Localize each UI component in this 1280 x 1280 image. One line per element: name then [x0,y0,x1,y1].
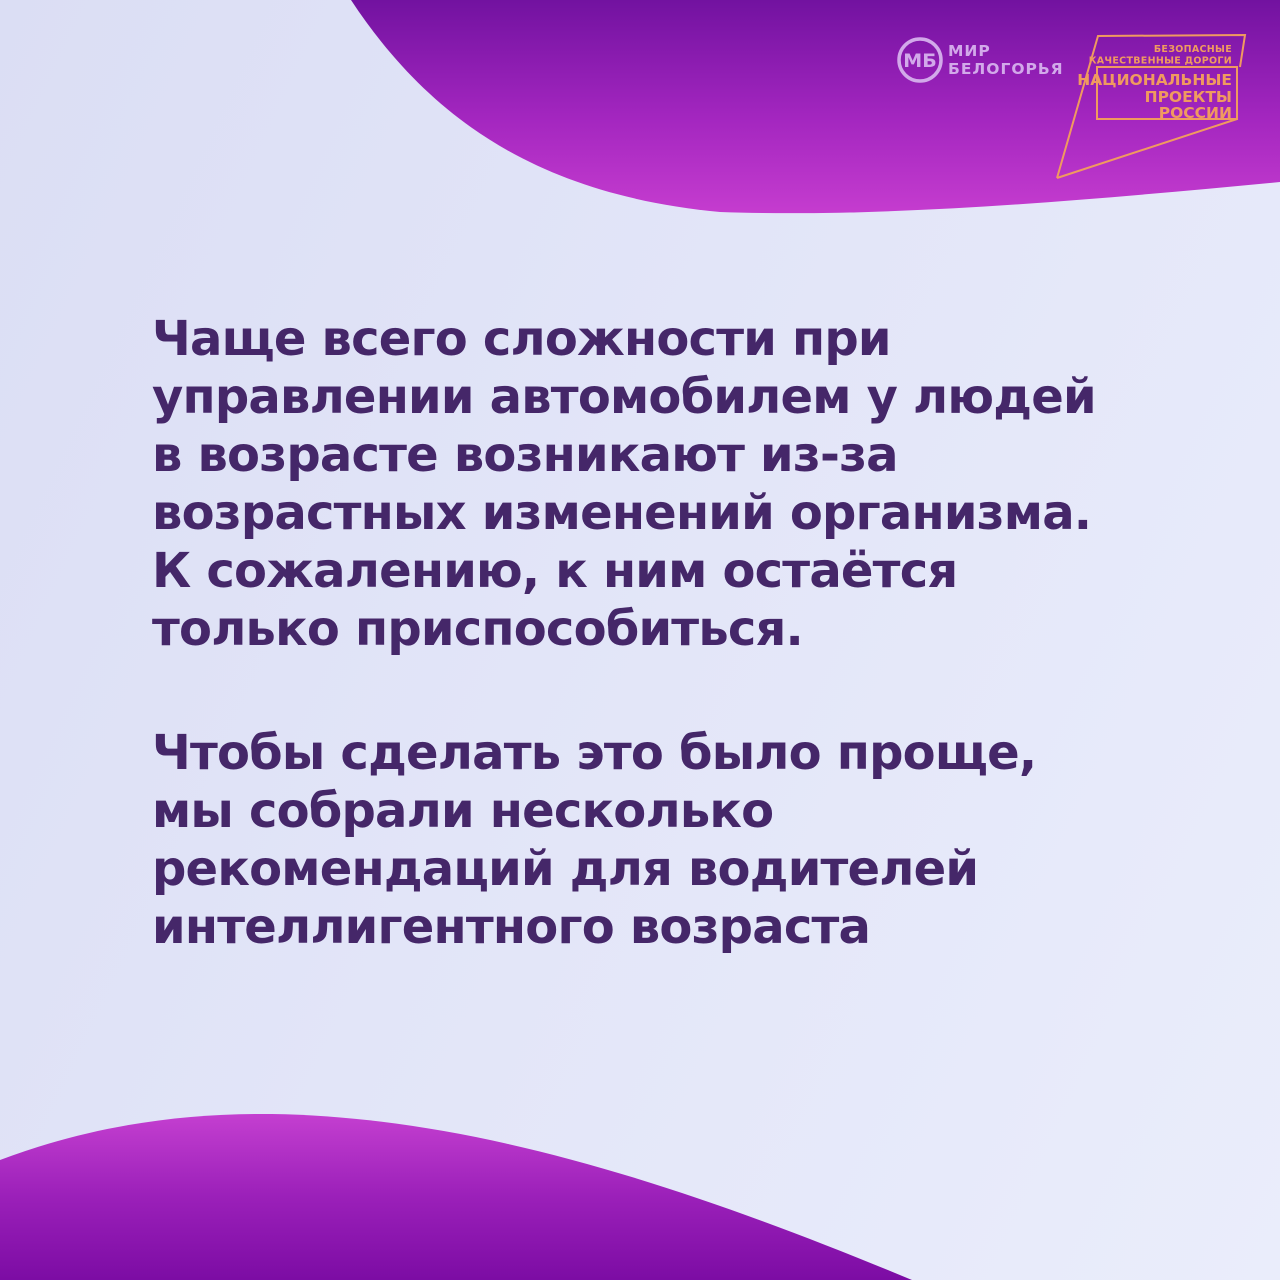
np-name-line2: ПРОЕКТЫ [1144,88,1232,106]
paragraph-2-line: интеллигентного возраста [152,899,871,955]
mb-logo-title-line2: БЕЛОГОРЬЯ [948,60,1064,78]
paragraph-1-line: только приспособиться. [152,601,803,657]
mb-logo-abbr: МБ [903,50,937,72]
np-program-line1: БЕЗОПАСНЫЕ [1153,44,1232,55]
paragraph-2-line: рекомендаций для водителей [152,841,979,897]
paragraph-2 [152,724,1162,956]
paragraph-1 [152,310,1162,658]
paragraph-1-line: возрастных изменений организма. [152,485,1092,541]
paragraph-2-line: мы собрали несколько [152,783,774,839]
paragraph-1-line: Чаще всего сложности при [152,311,891,367]
np-flag-tail-icon [1057,119,1237,178]
national-projects-logo [1040,28,1255,188]
paragraph-1-line: К сожалению, к ним остаётся [152,543,958,599]
np-program-line2: КАЧЕСТВЕННЫЕ ДОРОГИ [1088,55,1232,67]
bottom-wave-shape [0,1105,1280,1280]
mb-logo-title-line1: МИР [948,42,991,60]
np-name-line3: РОССИИ [1158,104,1232,122]
paragraph-2-line: Чтобы сделать это было проще, [152,725,1037,781]
paragraph-1-line: управлении автомобилем у людей [152,369,1096,425]
paragraph-1-line: в возрасте возникают из-за [152,427,898,483]
np-name-line1: НАЦИОНАЛЬНЫЕ [1077,71,1232,89]
